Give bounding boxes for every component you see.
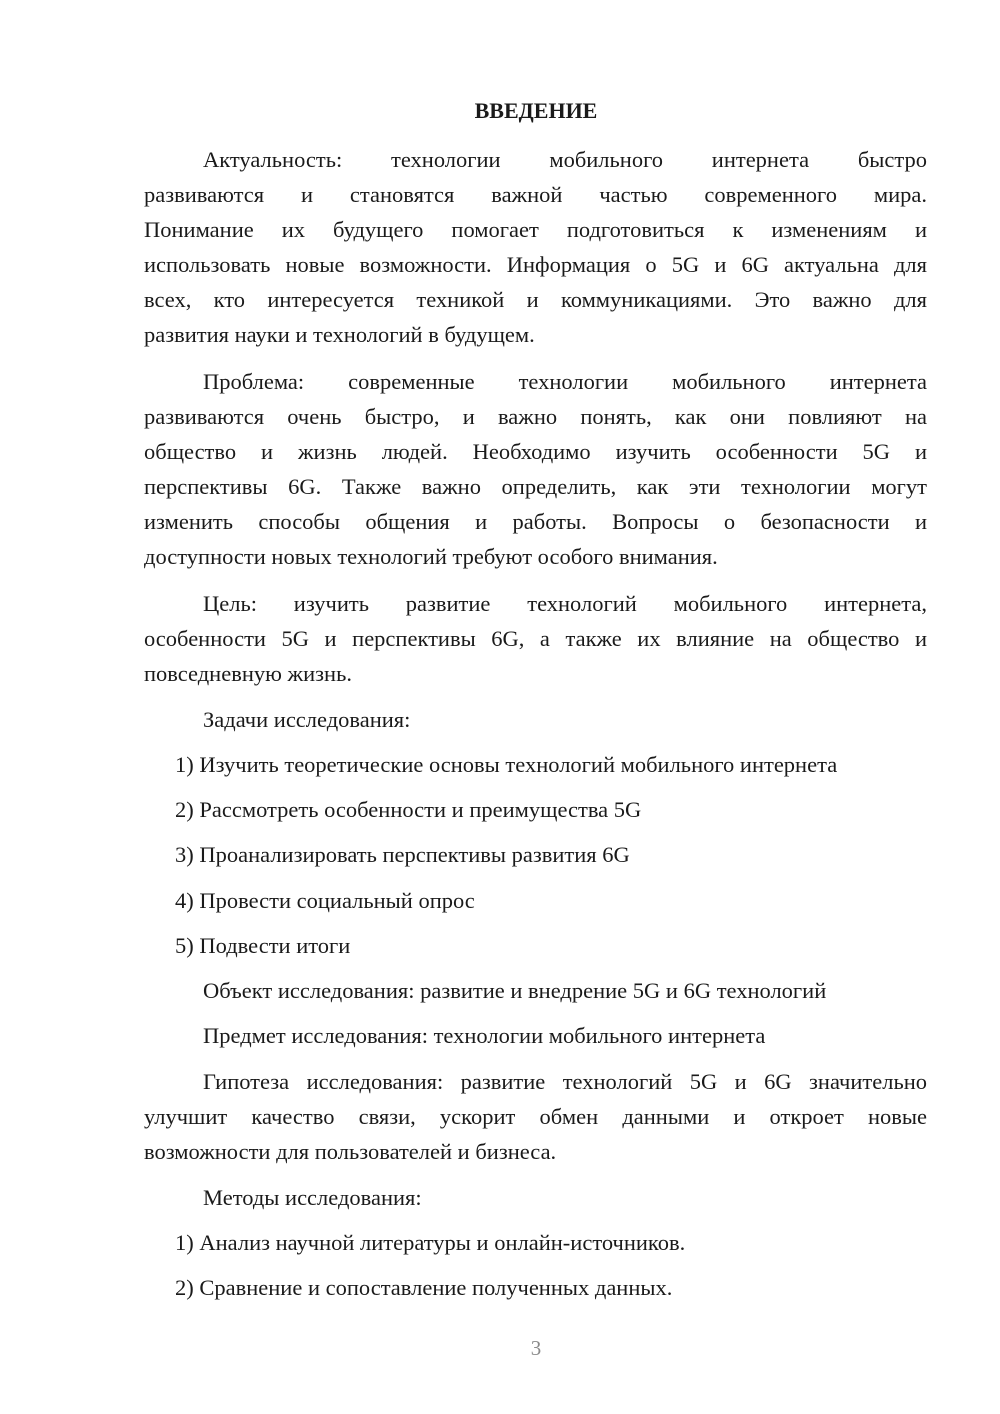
- paragraph-line: Проблема: современные технологии мобильного интернета: [203, 369, 927, 394]
- paragraph-line: доступности новых технологий требуют особого внимания.: [144, 544, 718, 569]
- paragraph-line: перспективы 6G. Также важно определить, как эти технологии могут: [144, 474, 927, 499]
- paragraph-line: Гипотеза исследования: развитие технологий 5G и 6G значительно: [203, 1069, 927, 1094]
- paragraph-line: развития науки и технологий в будущем.: [144, 322, 535, 347]
- paragraph-line: улучшит качество связи, ускорит обмен данными и откроет новые: [144, 1104, 927, 1129]
- paragraph-line: повседневную жизнь.: [144, 661, 352, 686]
- task-item: 3) Проанализировать перспективы развития 6G: [175, 842, 630, 867]
- section-heading: ВВЕДЕНИЕ: [474, 98, 598, 123]
- paragraph-line: особенности 5G и перспективы 6G, а также их влияние на общество и: [144, 626, 927, 651]
- paragraph-line: Цель: изучить развитие технологий мобильного интернета,: [203, 591, 927, 616]
- research-subject: Предмет исследования: технологии мобильного интернета: [203, 1023, 766, 1048]
- paragraph-line: развиваются очень быстро, и важно понять, как они повлияют на: [144, 404, 927, 429]
- research-object: Объект исследования: развитие и внедрение 5G и 6G технологий: [203, 978, 827, 1003]
- task-item: 5) Подвести итоги: [175, 933, 351, 958]
- paragraph-line: всех, кто интересуется техникой и коммуникациями. Это важно для: [144, 287, 927, 312]
- task-item: 4) Провести социальный опрос: [175, 888, 475, 913]
- task-item: 1) Изучить теоретические основы технологий мобильного интернета: [175, 752, 838, 777]
- method-item: 1) Анализ научной литературы и онлайн-источников.: [175, 1230, 686, 1255]
- paragraph-line: Понимание их будущего помогает подготовиться к изменениям и: [144, 217, 927, 242]
- method-item: 2) Сравнение и сопоставление полученных данных.: [175, 1275, 673, 1300]
- paragraph-line: изменить способы общения и работы. Вопросы о безопасности и: [144, 509, 927, 534]
- paragraph-line: развиваются и становятся важной частью современного мира.: [144, 182, 927, 207]
- task-item: 2) Рассмотреть особенности и преимущества 5G: [175, 797, 642, 822]
- paragraph-line: Актуальность: технологии мобильного интернета быстро: [203, 147, 927, 172]
- tasks-title: Задачи исследования:: [203, 707, 411, 732]
- paragraph-line: общество и жизнь людей. Необходимо изучить особенности 5G и: [144, 439, 927, 464]
- paragraph-line: возможности для пользователей и бизнеса.: [144, 1139, 557, 1164]
- methods-title: Методы исследования:: [203, 1185, 422, 1210]
- paragraph-line: использовать новые возможности. Информация о 5G и 6G актуальна для: [144, 252, 927, 277]
- page-number: 3: [530, 1336, 542, 1360]
